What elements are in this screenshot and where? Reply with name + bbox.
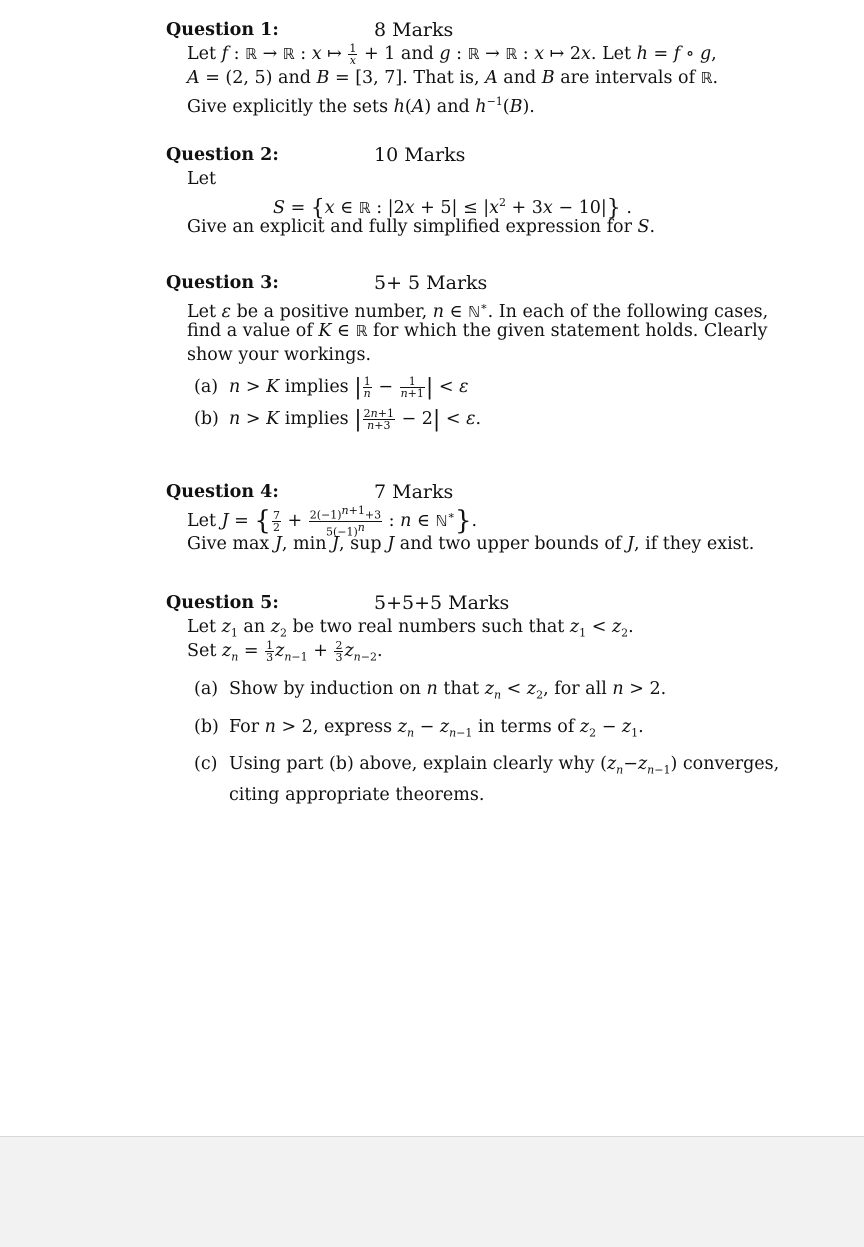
question-body: Let $z_1$ an $z_2$ be two real numbers such that $z_1 < z_2$. Set $z_n$ = $\frac{1}{3}$ $z_{n-1}$ + $\frac{2}{3}$ $z_{n-2}$. (a) Show by induction on n that $z_n < z_2$, for all n > 2. (b) For n > 2, express $z_n - z_{n-1}$ in terms of $z_2 - z_1$. (c) Using part (b) above, explain clearly why $(z_n-z_{n-1})$ converges, citing appropriate theorems.	[187, 615, 786, 807]
question-marks: 10 Marks	[374, 144, 466, 166]
question-4	[166, 480, 786, 556]
list-item: (a) n > K implies | $\frac{1}{n}$ − $\frac{1}{n+1}$ | < ε	[194, 375, 469, 400]
question-marks: 7 Marks	[374, 481, 454, 503]
question-body: Let J = { $\frac{7}{2}$ + $\frac{2(-1)^{n+1}+3}{5(-1)^n}$ : n ∈ ℕ∗}. Give max J, min J, sup J and two upper bounds of J, if they exist.	[187, 504, 755, 554]
question-marks: 5+ 5 Marks	[374, 272, 488, 294]
list-item: (a) Show by induction on n that $z_n < z_2$, for all n > 2.	[194, 679, 667, 702]
question-label: Question 5:	[166, 593, 279, 613]
list-item: (c) Using part (b) above, explain clearly why $(z_n-z_{n-1})$ converges, citing appropriate theorems.	[194, 754, 780, 805]
question-body: Let S = {x ∈ ℝ : $|2x + 5| \le |x^2 + 3x - 10|$} . Give an explicit and fully simplified expression for S.	[187, 169, 656, 237]
question-label: Question 3:	[166, 273, 279, 293]
footer-bar	[0, 1136, 864, 1247]
question-marks: 5+5+5 Marks	[374, 592, 510, 614]
question-label: Question 4:	[166, 482, 279, 502]
question-5	[166, 591, 786, 814]
question-3	[166, 271, 786, 439]
question-label: Question 2:	[166, 145, 279, 165]
question-2	[166, 143, 786, 239]
list-item: (b) For n > 2, express $z_n - z_{n-1}$ in terms of $z_2 - z_1$.	[194, 716, 644, 739]
question-1	[166, 18, 786, 117]
list-item: (b) n > K implies | $\frac{2n+1}{n+3}$ − 2| < ε.	[194, 407, 482, 432]
question-body: Let f : ℝ → ℝ : x ↦ $\frac{1}{x}$ + 1 and g : ℝ → ℝ : x ↦ 2x. Let h = f ∘ g, A = (2, 5) and B = [3, 7]. That is, A and B are intervals of ℝ. Give explicitly the sets h(A) and $h^{-1}(B)$.	[187, 42, 719, 117]
question-marks: 8 Marks	[374, 19, 454, 41]
question-label: Question 1:	[166, 20, 279, 40]
question-body: Let ε be a positive number, n ∈ ℕ∗. In each of the following cases, find a value of K ∈ ℝ for which the given statement holds. Clearly show your workings. (a) n > K implies | $\frac{1}{n}$ − $\frac{1}{n+1}$ | < ε (b) n > K implies | $\frac{2n+1}{n+3}$ − 2| < ε.	[187, 295, 786, 432]
